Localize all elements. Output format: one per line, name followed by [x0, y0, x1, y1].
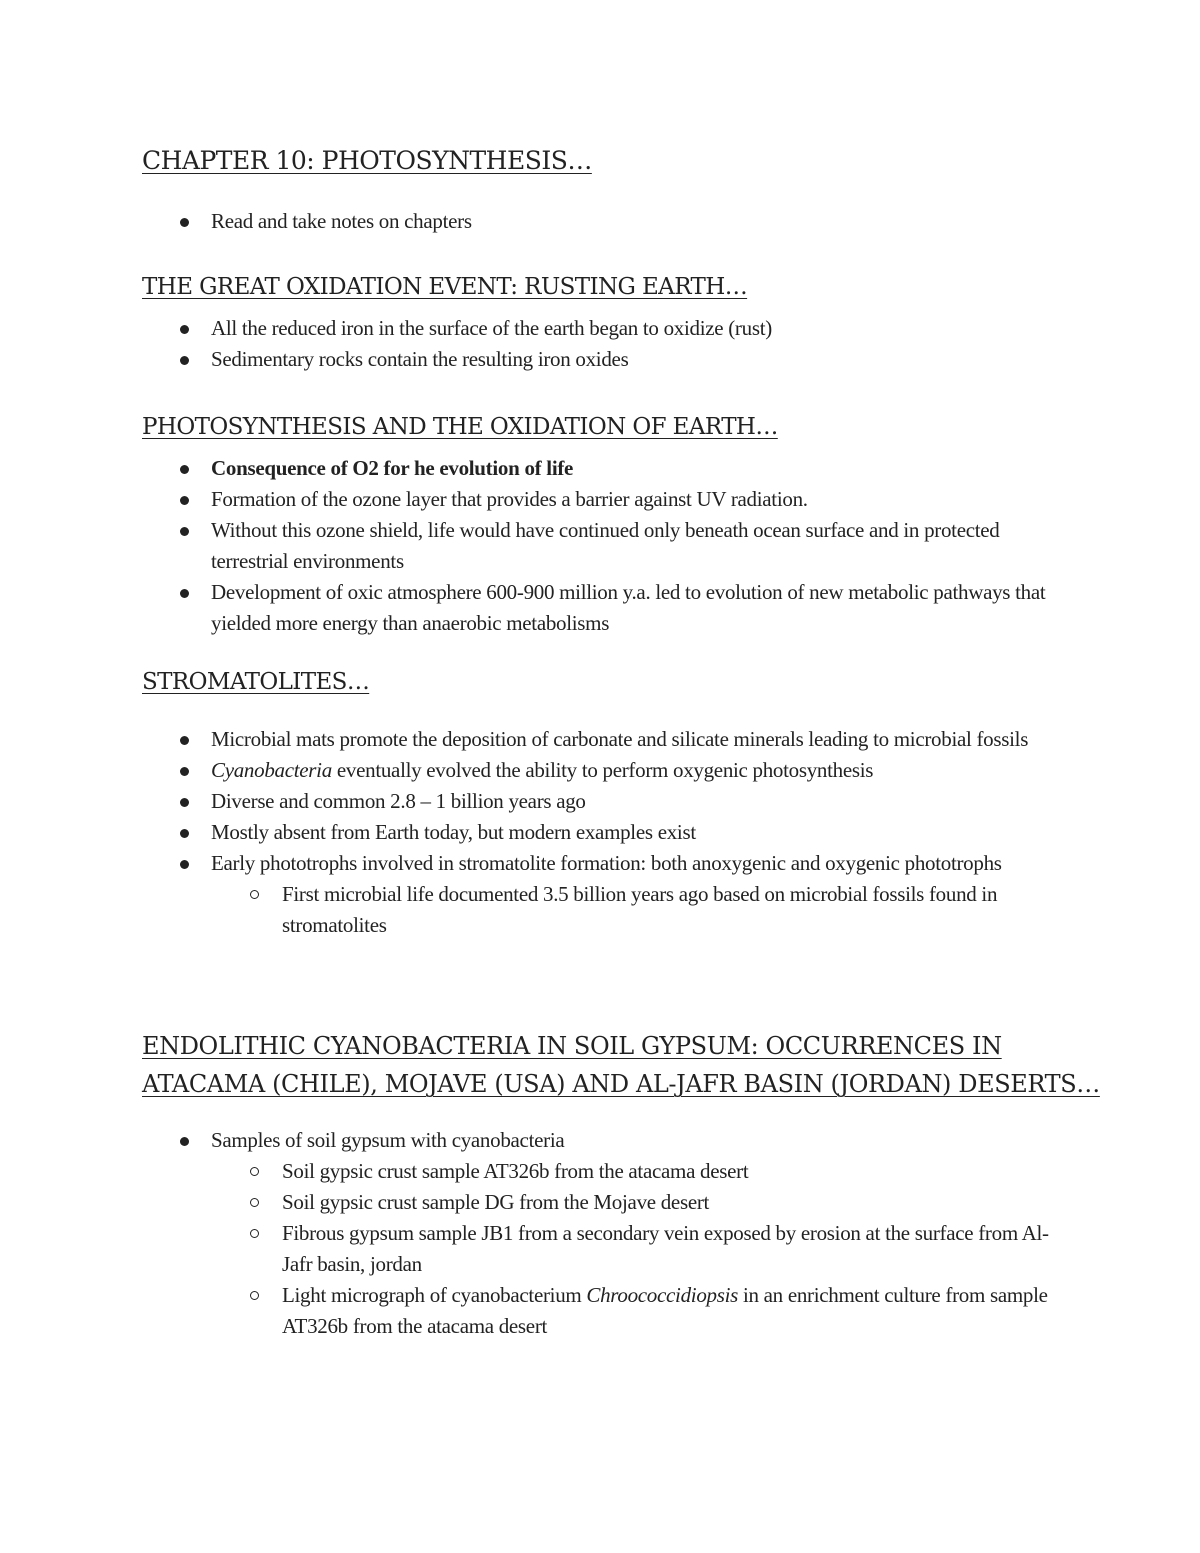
endolithic-heading-line2: ATACAMA (CHILE), MOJAVE (USA) AND AL-JAFR BASIN (JORDAN) DESERTS… [142, 1070, 1100, 1098]
list-item: Microbial mats promote the deposition of carbonate and silicate minerals leading to microbial fossils [0, 724, 1061, 755]
photosynthesis-oxidation-list [0, 453, 1061, 639]
bullet-disc-icon [180, 496, 189, 505]
cyanobacteria-term: Cyanobacteria [211, 758, 332, 782]
sub-list-item: Soil gypsic crust sample AT326b from the atacama desert [0, 1156, 1062, 1187]
photosynthesis-oxidation-heading: PHOTOSYNTHESIS AND THE OXIDATION OF EARTH… [142, 414, 778, 440]
list-item: Without this ozone shield, life would have continued only beneath ocean surface and in protected terrestrial environments [0, 515, 1061, 577]
bullet-disc-icon [180, 767, 189, 776]
bullet-disc-icon [180, 527, 189, 536]
bullet-disc-icon [180, 589, 189, 598]
list-item: Early phototrophs involved in stromatolite formation: both anoxygenic and oxygenic phototrophs [0, 848, 1061, 879]
bullet-disc-icon [180, 325, 189, 334]
sub-list-item: Light micrograph of cyanobacterium Chroococcidiopsis in an enrichment culture from sample AT326b from the atacama desert [0, 1280, 1062, 1342]
bullet-disc-icon [180, 356, 189, 365]
chapter-heading: CHAPTER 10: PHOTOSYNTHESIS… [142, 146, 592, 175]
list-item: Cyanobacteria eventually evolved the ability to perform oxygenic photosynthesis [0, 755, 1061, 786]
chroococcidiopsis-term: Chroococcidiopsis [586, 1283, 739, 1307]
bullet-disc-icon [180, 798, 189, 807]
bullet-circle-icon [250, 1291, 259, 1300]
stromatolites-heading: STROMATOLITES… [142, 669, 370, 695]
sub-list-item: Soil gypsic crust sample DG from the Mojave desert [0, 1187, 1062, 1218]
bullet-disc-icon [180, 465, 189, 474]
list-item: Consequence of O2 for he evolution of life [0, 453, 1061, 484]
oxidation-event-heading: THE GREAT OXIDATION EVENT: RUSTING EARTH… [142, 274, 748, 300]
stromatolites-list [0, 724, 1062, 941]
bullet-circle-icon [250, 1229, 259, 1238]
list-item: All the reduced iron in the surface of the earth began to oxidize (rust) [0, 313, 1061, 344]
list-item: Samples of soil gypsum with cyanobacteria [0, 1125, 1061, 1156]
bullet-disc-icon [180, 218, 189, 227]
list-item: Diverse and common 2.8 – 1 billion years ago [0, 786, 1061, 817]
sub-list-item: First microbial life documented 3.5 billion years ago based on microbial fossils found in stromatolites [0, 879, 1062, 941]
chapter-list [0, 206, 1061, 237]
bullet-circle-icon [250, 1198, 259, 1207]
bullet-disc-icon [180, 736, 189, 745]
bullet-disc-icon [180, 860, 189, 869]
sub-list-item: Fibrous gypsum sample JB1 from a secondary vein exposed by erosion at the surface from Al-Jafr basin, jordan [0, 1218, 1062, 1280]
oxidation-event-list [0, 313, 1061, 375]
bullet-disc-icon [180, 1137, 189, 1146]
list-item: Mostly absent from Earth today, but modern examples exist [0, 817, 1061, 848]
bullet-circle-icon [250, 890, 259, 899]
list-item: Read and take notes on chapters [0, 206, 1061, 237]
bullet-disc-icon [180, 829, 189, 838]
list-item: Development of oxic atmosphere 600-900 million y.a. led to evolution of new metabolic pathways that yielded more energy than anaerobic metabolisms [0, 577, 1061, 639]
list-item: Formation of the ozone layer that provides a barrier against UV radiation. [0, 484, 1061, 515]
endolithic-heading-line1: ENDOLITHIC CYANOBACTERIA IN SOIL GYPSUM: OCCURRENCES IN [142, 1032, 1002, 1060]
endolithic-list [0, 1125, 1062, 1342]
list-item: Sedimentary rocks contain the resulting iron oxides [0, 344, 1061, 375]
bullet-circle-icon [250, 1167, 259, 1176]
